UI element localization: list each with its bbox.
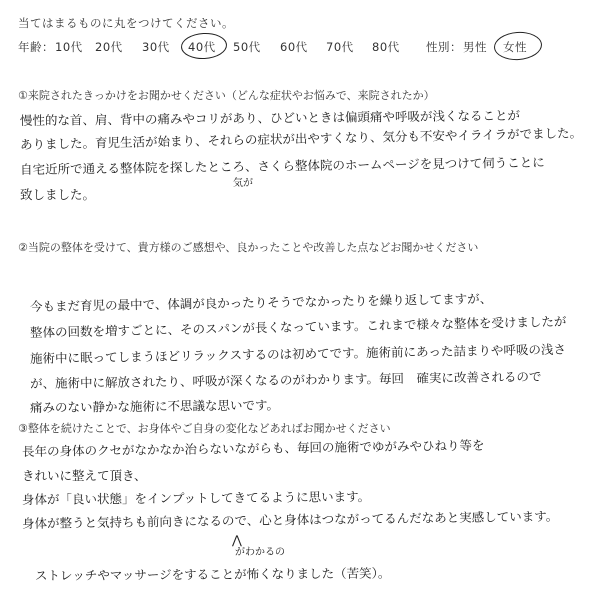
answer-2-line-5: 痛みのない静かな施術に不思議な思いです。 bbox=[29, 397, 280, 415]
age-option-10: 10代 bbox=[55, 40, 83, 54]
answer-1-line-2: ありました。育児生活が始まり、それらの症状が出やすくなり、気分も不安やイライラがでました。 bbox=[19, 125, 583, 152]
question-3: ③整体を続けたことで、お身体やご自身の変化などあればお聞かせください bbox=[18, 422, 391, 435]
age-option-20: 20代 bbox=[95, 40, 123, 54]
answer-3-line-4: 身体が整うと気持ちも前向きになるので、心と身体はつながってるんだなあと実感しています。 bbox=[21, 508, 559, 531]
age-option-70: 70代 bbox=[326, 40, 354, 54]
gender-option-male: 男性 bbox=[463, 40, 487, 54]
answer-2-line-1: 今もまだ育児の最中で、体調が良かったりそうでなかったりを繰り返してますが、 bbox=[29, 290, 493, 314]
answer-1-insertion: 気が bbox=[233, 178, 253, 189]
answer-2-line-2: 整体の回数を増すごとに、そのスパンが長くなっています。これまで様々な整体を受けましたが bbox=[29, 313, 567, 340]
answer-1-line-4: 致しました。 bbox=[20, 187, 96, 202]
answer-1-line-1: 慢性的な首、肩、背中の痛みやコリがあり、ひどいときは偏頭痛や呼吸が浅くなることが bbox=[19, 107, 521, 128]
question-2: ②当院の整体を受けて、貴方様のご感想や、良かったことや改善した点などお聞かせください bbox=[18, 241, 479, 254]
answer-3-insertion: がわかるの bbox=[235, 547, 285, 558]
age-option-30: 30代 bbox=[142, 40, 170, 54]
age-label: 年齢： bbox=[18, 40, 54, 54]
instruction-text: 当てはまるものに丸をつけてください。 bbox=[18, 16, 234, 30]
answer-3-line-2: きれいに整えて頂き、 bbox=[22, 468, 147, 483]
age-selected-circle bbox=[180, 32, 227, 60]
gender-option-female: 女性 bbox=[503, 40, 527, 54]
age-option-50: 50代 bbox=[233, 40, 261, 54]
answer-2-line-4: が、施術中に解放されたり、呼吸が深くなるのがわかります。毎回 確実に改善されるので bbox=[29, 368, 542, 391]
gender-selected-circle bbox=[493, 30, 543, 61]
age-option-40: 40代 bbox=[188, 40, 216, 54]
question-1: ①来院されたきっかけをお聞かせください（どんな症状やお悩みで、来院されたか） bbox=[18, 89, 435, 102]
answer-2-line-3: 施術中に眠ってしまうほどリラックスするのは初めてです。施術前にあった詰まりや呼吸の浅さ bbox=[29, 341, 567, 366]
insertion-caret: ⋀ bbox=[232, 533, 242, 547]
answer-3-line-1: 長年の身体のクセがなかなか治らないながらも、毎回の施術でゆがみやひねり等を bbox=[21, 437, 485, 459]
age-option-60: 60代 bbox=[280, 40, 308, 54]
answer-3-line-3: 身体が「良い状態」をインプットしてきてるように思います。 bbox=[21, 488, 371, 507]
gender-label: 性別： bbox=[426, 40, 462, 54]
answer-3-line-5: ストレッチやマッサージをすることが怖くなりました（苦笑）。 bbox=[34, 565, 391, 583]
answer-1-line-3: 自宅近所で通える整体院を探したところ、さくら整体院のホームページを見つけて伺うことに bbox=[19, 154, 545, 177]
age-option-80: 80代 bbox=[372, 40, 400, 54]
